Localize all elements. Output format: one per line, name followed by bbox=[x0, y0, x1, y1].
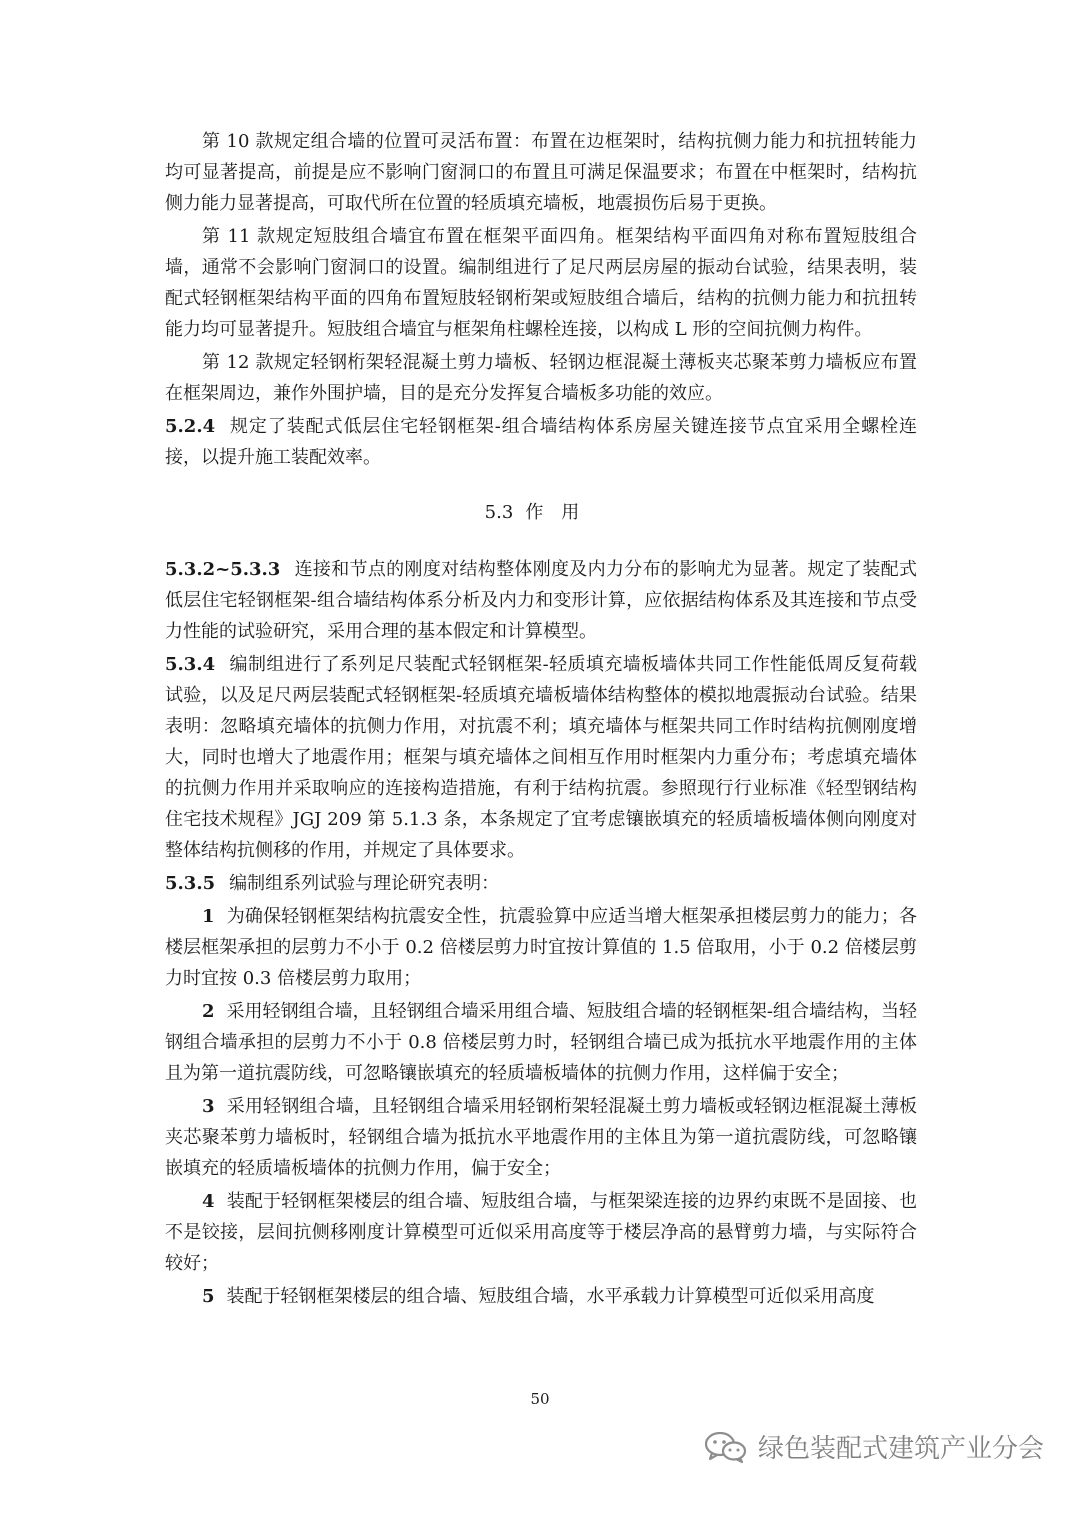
paragraph-clause-12: 第 12 款规定轻钢桁架轻混凝土剪力墙板、轻钢边框混凝土薄板夹芯聚苯剪力墙板应布置在框架周边，兼作外围护墙，目的是充分发挥复合墙板多功能的效应。 bbox=[165, 352, 917, 404]
list-item bbox=[165, 1186, 917, 1279]
item-number: 4 bbox=[202, 1191, 215, 1212]
watermark bbox=[704, 1428, 1044, 1465]
clause-5-3-2 bbox=[165, 554, 917, 647]
section-name: 作用 bbox=[525, 502, 598, 523]
item-number: 2 bbox=[202, 1001, 215, 1022]
section-title bbox=[165, 497, 917, 528]
clause-5-2-4 bbox=[165, 411, 917, 473]
item-text: 装配于轻钢框架楼层的组合墙、短肢组合墙，与框架梁连接的边界约束既不是固接、也不是铰接，层间抗侧移刚度计算模型可近似采用高度等于楼层净高的悬臂剪力墙，与实际符合较好； bbox=[165, 1191, 917, 1274]
clause-number: 5.3.4 bbox=[165, 654, 216, 675]
watermark-text: 绿色装配式建筑产业分会 bbox=[757, 1434, 1044, 1464]
document-body bbox=[165, 126, 917, 1314]
clause-number: 5.3.5 bbox=[165, 873, 216, 894]
page-number: 50 bbox=[530, 1390, 550, 1408]
item-text: 采用轻钢组合墙，且轻钢组合墙采用轻钢桁架轻混凝土剪力墙板或轻钢边框混凝土薄板夹芯聚苯剪力墙板时，轻钢组合墙为抵抗水平地震作用的主体且为第一道抗震防线，可忽略镶嵌填充的轻质墙板墙体的抗侧力作用，偏于安全； bbox=[165, 1096, 917, 1179]
clause-number: 5.3.2~5.3.3 bbox=[165, 559, 281, 580]
clause-text: 编制组进行了系列足尺装配式轻钢框架-轻质填充墙板墙体共同工作性能低周反复荷载试验，以及足尺两层装配式轻钢框架-轻质填充墙板墙体结构整体的模拟地震振动台试验。结果表明：忽略填充墙体的抗侧力作用，对抗震不利；填充墙体与框架共同工作时结构抗侧刚度增大，同时也增大了地震作用；框架与填充墙体之间相互作用时框架内力重分布；考虑填充墙体的抗侧力作用并采取响应的连接构造措施，有利于结构抗震。参照现行行业标准《轻型钢结构住宅技术规程》JGJ 209 第 5.1.3 条，本条规定了宜考虑镶嵌填充的轻质墙板墙体侧向刚度对整体结构抗侧移的作用，并规定了具体要求。 bbox=[165, 654, 917, 861]
clause-text: 规定了装配式低层住宅轻钢框架-组合墙结构体系房屋关键连接节点宜采用全螺栓连接，以提升施工装配效率。 bbox=[165, 416, 917, 468]
item-number: 3 bbox=[202, 1096, 215, 1117]
item-number: 1 bbox=[202, 906, 215, 927]
item-text: 采用轻钢组合墙，且轻钢组合墙采用组合墙、短肢组合墙的轻钢框架-组合墙结构，当轻钢组合墙承担的层剪力不小于 0.8 倍楼层剪力时，轻钢组合墙已成为抵抗水平地震作用的主体且为第一道抗震防线，可忽略镶嵌填充的轻质墙板墙体的抗侧力作用，这样偏于安全； bbox=[165, 1001, 917, 1084]
item-text: 为确保轻钢框架结构抗震安全性，抗震验算中应适当增大框架承担楼层剪力的能力；各楼层框架承担的层剪力不小于 0.2 倍楼层剪力时宜按计算值的 1.5 倍取用，小于 0.2 倍楼层剪力时宜按 0.3 倍楼层剪力取用； bbox=[165, 906, 917, 989]
item-text: 装配于轻钢框架楼层的组合墙、短肢组合墙，水平承载力计算模型可近似采用高度 bbox=[226, 1286, 875, 1307]
clause-number: 5.2.4 bbox=[165, 416, 216, 437]
clause-text: 编制组系列试验与理论研究表明： bbox=[229, 873, 500, 894]
list-item bbox=[165, 1091, 917, 1184]
clause-5-3-4 bbox=[165, 649, 917, 866]
list-item bbox=[165, 996, 917, 1089]
paragraph-clause-11: 第 11 款规定短肢组合墙宜布置在框架平面四角。框架结构平面四角对称布置短肢组合墙，通常不会影响门窗洞口的设置。编制组进行了足尺两层房屋的振动台试验，结果表明，装配式轻钢框架结构平面的四角布置短肢轻钢桁架或短肢组合墙后，结构的抗侧力能力和抗扭转能力均可显著提升。短肢组合墙宜与框架角柱螺栓连接，以构成 L 形的空间抗侧力构件。 bbox=[165, 226, 917, 340]
item-number: 5 bbox=[202, 1286, 215, 1307]
list-item bbox=[165, 901, 917, 994]
clause-5-3-5 bbox=[165, 868, 917, 899]
clause-text: 连接和节点的刚度对结构整体刚度及内力分布的影响尤为显著。规定了装配式低层住宅轻钢框架-组合墙结构体系分析及内力和变形计算，应依据结构体系及其连接和节点受力性能的试验研究，采用合理的基本假定和计算模型。 bbox=[165, 559, 917, 642]
list-item bbox=[165, 1281, 917, 1312]
section-number: 5.3 bbox=[484, 502, 514, 523]
wechat-icon bbox=[704, 1430, 748, 1464]
paragraph-clause-10: 第 10 款规定组合墙的位置可灵活布置：布置在边框架时，结构抗侧力能力和抗扭转能力均可显著提高，前提是应不影响门窗洞口的布置且可满足保温要求；布置在中框架时，结构抗侧力能力显著提高，可取代所在位置的轻质填充墙板，地震损伤后易于更换。 bbox=[165, 131, 917, 214]
